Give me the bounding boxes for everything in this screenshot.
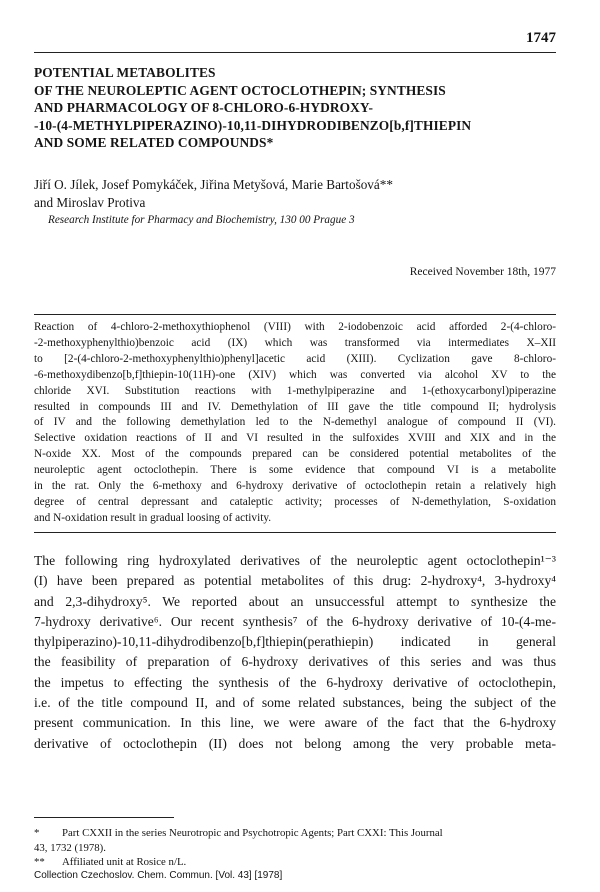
footnote-text: Affiliated unit at Rosice n/L. — [62, 856, 187, 868]
abstract-line: to [2-(4-chloro-2-methoxyphenylthio)phenyl]acetic acid (XIII). Cyclization gave 8-chloro- — [34, 352, 556, 365]
abstract-line: and N-oxidation result in gradual loosing of activity. — [34, 511, 272, 524]
abstract-line: neuroleptic agent octoclothepin. There is some evidence that compound VI is a metabolite — [34, 464, 556, 477]
body-line: The following ring hydroxylated derivatives of the neuroleptic agent octoclothepin¹⁻³ — [34, 553, 556, 568]
abstract-line: in the rat. Only the 6-methoxy and 6-hydroxy derivative of octoclothepin retain a relatively high — [34, 480, 556, 493]
abstract-line: Reaction of 4-chloro-2-methoxythiophenol (VIII) with 2-iodobenzoic acid afforded 2-(4-chloro- — [34, 321, 556, 333]
body-text — [34, 551, 556, 754]
page-number: 1747 — [526, 30, 556, 46]
authors — [34, 176, 564, 212]
body-line: i.e. of the title compound II, and of some related substances, being the subject of the — [34, 695, 556, 711]
header-rule — [34, 52, 556, 53]
body-line: the feasibility of preparation of 6-hydroxy derivatives of this series and was thus — [34, 654, 556, 670]
abstract-line: of IV and the following demethylation led to the N-demethyl analogue of compound II (VI). — [34, 416, 556, 429]
footnote-text: Part CXXII in the series Neurotropic and Psychotropic Agents; Part CXXI: This Journal — [62, 827, 443, 839]
title-line: AND PHARMACOLOGY OF 8-CHLORO-6-HYDROXY- — [34, 100, 374, 115]
footnote — [34, 855, 564, 870]
footnote-rule — [34, 817, 174, 818]
footnote-mark: * — [34, 827, 40, 839]
title-line: AND SOME RELATED COMPOUNDS* — [34, 135, 274, 150]
footnote-mark: ** — [34, 856, 45, 868]
body-line: 7-hydroxy derivative⁶. Our recent synthesis⁷ of the 6-hydroxy derivative of 10-(4-me- — [34, 613, 556, 629]
body-line: the impetus to effecting the synthesis of the 6-hydroxy derivative of octoclothepin, — [34, 674, 556, 690]
abstract-rule-bottom — [34, 532, 556, 533]
article-title — [34, 64, 554, 152]
abstract-line: chloride XVI. Substitution reactions with 1-methylpiperazine and 1-(ethoxycarbonyl)piperazine — [34, 384, 556, 397]
footnotes — [34, 826, 564, 870]
abstract-line: -6-methoxydibenzo[b,f]thiepin-10(11H)-one (XIV) which was converted via alcohol XV to the — [34, 368, 556, 381]
body-line: present communication. In this line, we were aware of the fact that the 6-hydroxy — [34, 715, 556, 731]
footnote-text: 43, 1732 (1978). — [34, 841, 106, 854]
title-line: -10-(4-METHYLPIPERAZINO)-10,11-DIHYDRODIBENZO[b,f]THIEPIN — [34, 117, 472, 133]
authors-line: Jiří O. Jílek, Josef Pomykáček, Jiřina Metyšová, Marie Bartošová** — [34, 177, 393, 192]
title-line: POTENTIAL METABOLITES — [34, 65, 216, 80]
journal-footer: Collection Czechoslov. Chem. Commun. [Vol. 43] [1978] — [34, 870, 283, 881]
authors-line: and Miroslav Protiva — [34, 195, 146, 210]
abstract-line: resulted in compounds III and IV. Demethylation of III gave the title compound II; hydrolysis — [34, 400, 556, 413]
footnote — [34, 826, 564, 841]
abstract-rule-top — [34, 314, 556, 315]
abstract-line: degree of central depressant and cataleptic activity; processes of N-demethylation, S-oxidation — [34, 495, 556, 508]
abstract-line: N-oxide XX. Most of the compounds prepared can be considered potential metabolites of the — [34, 448, 556, 461]
footnote-continuation — [34, 841, 564, 856]
body-line: and 2,3-dihydroxy⁵. We reported about an unsuccessful attempt to synthesize the — [34, 593, 556, 609]
received-date: Received November 18th, 1977 — [409, 266, 556, 278]
abstract-line: -2-methoxyphenylthio)benzoic acid (IX) which was transformed via intermediates X–XII — [34, 336, 556, 349]
affiliation: Research Institute for Pharmacy and Biochemistry, 130 00 Prague 3 — [48, 214, 355, 226]
title-line: OF THE NEUROLEPTIC AGENT OCTOCLOTHEPIN; SYNTHESIS — [34, 82, 446, 98]
abstract — [34, 320, 556, 527]
body-line: thylpiperazino)-10,11-dihydrodibenzo[b,f]thiepin(perathiepin) indicated in general — [34, 634, 556, 650]
abstract-line: Selective oxidation reactions of II and VI resulted in the sulfoxides XVIII and XIX and in the — [34, 432, 556, 445]
body-line: derivative of octoclothepin (II) does not belong among the very probable meta- — [34, 735, 556, 751]
body-line: (I) have been prepared as potential metabolites of this drug: 2-hydroxy⁴, 3-hydroxy⁴ — [34, 573, 556, 589]
